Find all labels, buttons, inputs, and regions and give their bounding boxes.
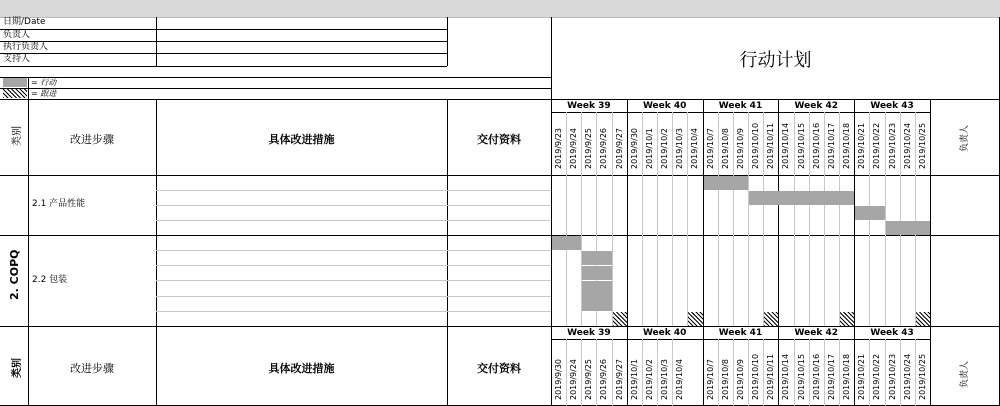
date-label: 2019/10/21	[857, 122, 867, 169]
week-header-label: Week 41	[718, 101, 763, 111]
date-label-footer: 2019/10/16	[811, 353, 821, 400]
week-header-label: Week 43	[870, 101, 914, 111]
header-deliverables: 交付资料	[477, 133, 521, 146]
date-label: 2019/9/23	[554, 127, 563, 169]
legend-action-swatch	[3, 78, 27, 87]
date-label-footer: 2019/9/24	[569, 358, 579, 400]
day-gridline	[839, 112, 840, 326]
date-label-footer: 2019/10/24	[902, 353, 912, 400]
schedule-progress-cell	[916, 312, 930, 326]
date-label: 2019/9/25	[584, 127, 594, 169]
day-gridline-footer	[839, 339, 840, 406]
week-separator	[703, 99, 704, 406]
date-label: 2019/10/18	[842, 122, 852, 169]
day-gridline-footer	[672, 339, 673, 406]
header-owner: 负责人	[960, 124, 970, 152]
schedule-action-bar	[886, 221, 930, 235]
schedule-progress-cell	[613, 312, 627, 326]
day-gridline	[794, 112, 795, 326]
date-label: 2019/9/24	[569, 127, 579, 169]
date-label: 2019/9/26	[599, 127, 609, 169]
week-separator	[627, 99, 628, 406]
date-label-footer: 2019/10/14	[781, 353, 791, 400]
date-label: 2019/10/8	[720, 127, 730, 169]
day-gridline-footer	[915, 339, 916, 406]
date-label-footer: 2019/10/21	[857, 353, 867, 400]
day-gridline	[672, 112, 673, 326]
week-header-label: Week 39	[567, 101, 611, 111]
day-gridline	[687, 112, 688, 326]
info-owner-label: 负责人	[3, 30, 31, 40]
day-gridline-footer	[612, 339, 613, 406]
day-gridline	[885, 112, 886, 326]
info-exec-owner-label: 执行负责人	[3, 42, 49, 52]
legend-progress-label: = 跟进	[31, 89, 57, 98]
week-header-divider	[703, 339, 779, 340]
day-gridline-footer	[763, 339, 764, 406]
row-label-product-performance: 2.1 产品性能	[32, 199, 86, 209]
week-header-divider	[703, 112, 779, 113]
date-label-footer: 2019/10/11	[766, 353, 776, 400]
date-label-footer: 2019/10/15	[796, 353, 806, 400]
week-header-divider	[551, 112, 627, 113]
schedule-action-bar	[582, 251, 611, 265]
date-label-footer: 2019/10/4	[675, 358, 685, 400]
day-gridline	[748, 112, 749, 326]
schedule-action-bar	[552, 236, 581, 250]
week-header-divider	[778, 112, 854, 113]
week-header-divider	[551, 339, 627, 340]
week-header-divider	[854, 339, 930, 340]
day-gridline	[900, 112, 901, 326]
date-label-footer: 2019/10/2	[644, 358, 654, 400]
date-label: 2019/9/27	[614, 127, 624, 169]
date-label-footer: 2019/10/25	[917, 353, 927, 400]
week-header-label: Week 41	[718, 328, 763, 338]
footer-owner: 负责人	[960, 360, 970, 388]
date-label: 2019/10/10	[751, 122, 761, 169]
schedule-action-bar	[582, 281, 611, 311]
footer-measures: 具体改进措施	[268, 362, 335, 375]
date-label-footer: 2019/10/22	[872, 353, 882, 400]
date-label: 2019/10/2	[660, 127, 670, 169]
date-label: 2019/10/4	[690, 127, 700, 169]
date-label-footer: 2019/10/18	[842, 353, 852, 400]
date-label-footer: 2019/9/27	[614, 358, 624, 400]
day-gridline	[763, 112, 764, 326]
date-label-footer: 2019/10/7	[705, 358, 715, 400]
day-gridline-footer	[718, 339, 719, 406]
day-gridline-footer	[657, 339, 658, 406]
date-label: 2019/10/15	[796, 122, 806, 169]
week-header-label: Week 42	[794, 328, 839, 338]
header-steps: 改进步骤	[70, 133, 114, 146]
row-label-packaging: 2.2 包装	[32, 275, 68, 285]
day-gridline	[824, 112, 825, 326]
day-gridline-footer	[642, 339, 643, 406]
week-separator	[778, 99, 779, 406]
date-label: 2019/10/24	[902, 122, 912, 169]
date-label-footer: 2019/9/30	[554, 358, 563, 400]
schedule-progress-cell	[840, 312, 854, 326]
day-gridline	[809, 112, 810, 326]
date-label: 2019/10/25	[917, 122, 927, 169]
schedule-action-bar	[749, 191, 854, 205]
date-label: 2019/10/7	[705, 127, 715, 169]
day-gridline-footer	[794, 339, 795, 406]
date-label: 2019/10/3	[675, 127, 685, 169]
day-gridline-footer	[596, 339, 597, 406]
day-gridline	[915, 112, 916, 326]
day-gridline-footer	[733, 339, 734, 406]
date-label: 2019/10/22	[872, 122, 882, 169]
footer-category: 类别	[12, 358, 23, 378]
week-header-label: Week 40	[642, 101, 687, 111]
date-label: 2019/10/9	[735, 127, 745, 169]
sheet-toolbar	[0, 0, 1000, 18]
date-label: 2019/10/14	[781, 122, 791, 169]
week-header-divider	[627, 339, 703, 340]
date-label: 2019/10/11	[766, 122, 776, 169]
date-label: 2019/10/17	[826, 122, 836, 169]
date-label-footer: 2019/10/8	[720, 358, 730, 400]
day-gridline	[566, 112, 567, 326]
schedule-action-bar	[704, 176, 748, 190]
date-label: 2019/9/30	[629, 127, 639, 169]
day-gridline-footer	[824, 339, 825, 406]
legend-progress-swatch	[3, 89, 27, 98]
section-copq-label: 2. COPQ	[8, 249, 21, 300]
week-header-divider	[854, 112, 930, 113]
day-gridline	[718, 112, 719, 326]
schedule-action-bar	[855, 206, 884, 220]
header-measures: 具体改进措施	[268, 133, 335, 146]
week-header-divider	[778, 339, 854, 340]
date-label-footer: 2019/10/17	[826, 353, 836, 400]
day-gridline-footer	[809, 339, 810, 406]
legend-action-label: = 行动	[31, 78, 57, 87]
week-header-label: Week 40	[642, 328, 687, 338]
week-separator	[854, 99, 855, 406]
day-gridline	[642, 112, 643, 326]
date-label-footer: 2019/10/9	[735, 358, 745, 400]
week-separator	[551, 99, 552, 406]
info-support-label: 支持人	[3, 54, 31, 64]
date-label-footer: 2019/9/26	[599, 358, 609, 400]
schedule-action-bar	[582, 266, 611, 280]
day-gridline-footer	[869, 339, 870, 406]
day-gridline-footer	[900, 339, 901, 406]
footer-deliverables: 交付资料	[477, 362, 521, 375]
week-header-label: Week 42	[794, 101, 839, 111]
plan-title: 行动计划	[739, 49, 812, 71]
info-date-label: 日期/Date	[3, 17, 46, 27]
footer-steps: 改进步骤	[70, 362, 114, 375]
day-gridline-footer	[885, 339, 886, 406]
day-gridline-footer	[581, 339, 582, 406]
week-header-divider	[627, 112, 703, 113]
day-gridline	[612, 112, 613, 326]
day-gridline-footer	[748, 339, 749, 406]
week-header-label: Week 39	[567, 328, 611, 338]
date-label-footer: 2019/10/1	[629, 358, 639, 400]
week-header-label: Week 43	[870, 328, 914, 338]
date-label-footer: 2019/9/25	[584, 358, 594, 400]
day-gridline	[657, 112, 658, 326]
date-label: 2019/10/16	[811, 122, 821, 169]
date-label: 2019/10/1	[644, 127, 654, 169]
day-gridline	[733, 112, 734, 326]
schedule-progress-cell	[764, 312, 778, 326]
date-label: 2019/10/23	[887, 122, 897, 169]
date-label-footer: 2019/10/10	[751, 353, 761, 400]
date-label-footer: 2019/10/3	[660, 358, 670, 400]
header-category: 类别	[12, 126, 23, 146]
day-gridline-footer	[566, 339, 567, 406]
date-label-footer: 2019/10/23	[887, 353, 897, 400]
schedule-progress-cell	[688, 312, 702, 326]
